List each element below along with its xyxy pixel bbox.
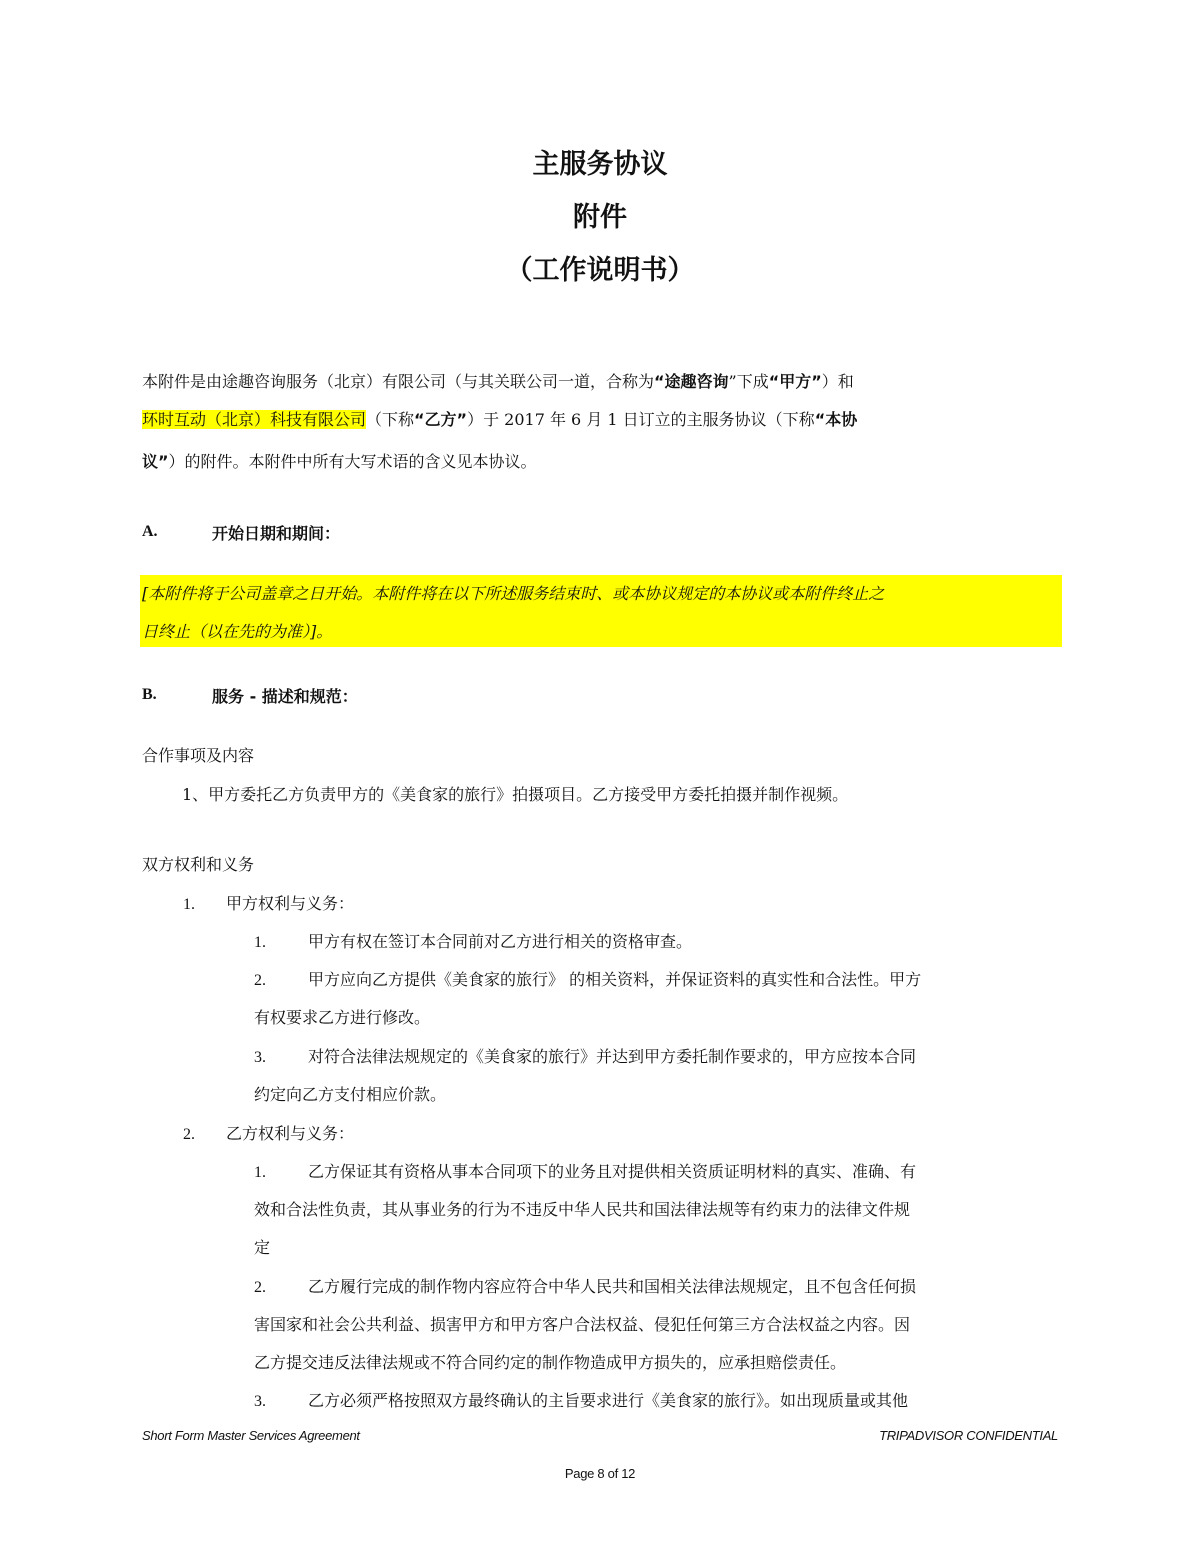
intro-line-1: 本附件是由途趣咨询服务（北京）有限公司（与其关联公司一道，合称为“途趣咨询”下成“甲方”）和 (142, 372, 854, 391)
party-a-item-2-line-1: 甲方应向乙方提供《美食家的旅行》 的相关资料，并保证资料的真实性和合法性。甲方 (308, 970, 922, 989)
party-b-name-highlight: 环时互动（北京）科技有限公司 (142, 410, 367, 429)
page-number: Page 8 of 12 (564, 1466, 636, 1481)
section-a-letter: A. (142, 523, 158, 540)
coop-heading: 合作事项及内容 (142, 746, 255, 765)
party-a-item-1-number: 1. (254, 934, 266, 951)
party-b-number: 2. (183, 1126, 195, 1143)
section-a-title: 开始日期和期间： (212, 524, 341, 543)
coop-item-1: 1、甲方委托乙方负责甲方的《美食家的旅行》拍摄项目。乙方接受甲方委托拍摄并制作视频。 (182, 785, 849, 804)
doc-subtitle: 附件 (573, 202, 627, 233)
intro-line-3: 议”）的附件。本附件中所有大写术语的含义见本协议。 (142, 452, 537, 471)
intro-line-2: 环时互动（北京）科技有限公司（下称“乙方”）于 2017 年 6 月 1 日订立的主服务协议（下称“本协 (142, 410, 858, 429)
party-a-item-3-number: 3. (254, 1049, 266, 1066)
party-a-item-3-line-2: 约定向乙方支付相应价款。 (254, 1085, 447, 1104)
party-b-item-2-line-2: 害国家和社会公共利益、损害甲方和甲方客户合法权益、侵犯任何第三方合法权益之内容。因 (254, 1315, 911, 1334)
doc-subtitle-paren: （工作说明书） (505, 255, 695, 286)
doc-title: 主服务协议 (532, 149, 668, 180)
party-a-item-2-line-2: 有权要求乙方进行修改。 (254, 1008, 431, 1027)
section-a-highlight-line-1: [本附件将于公司盖章之日开始。本附件将在以下所述服务结束时、或本协议规定的本协议或本附件终止之 (142, 584, 885, 603)
party-b-item-2-number: 2. (254, 1279, 266, 1296)
party-b-item-2-line-1: 乙方履行完成的制作物内容应符合中华人民共和国相关法律法规规定，且不包含任何损 (308, 1277, 917, 1296)
party-a-item-2-number: 2. (254, 972, 266, 989)
party-a-title: 甲方权利与义务： (226, 894, 355, 913)
party-b-item-2-line-3: 乙方提交违反法律法规或不符合同约定的制作物造成甲方损失的，应承担赔偿责任。 (254, 1353, 847, 1372)
party-b-item-1-line-3: 定 (254, 1238, 271, 1257)
section-b-letter: B. (142, 686, 157, 703)
section-b-title: 服务 - 描述和规范： (212, 687, 358, 706)
party-a-number: 1. (183, 896, 195, 913)
rights-heading: 双方权利和义务 (142, 855, 255, 874)
party-b-item-3-line-1: 乙方必须严格按照双方最终确认的主旨要求进行《美食家的旅行》。如出现质量或其他 (308, 1391, 909, 1410)
section-a-highlight-line-2: 日终止（以在先的为准）]。 (142, 622, 333, 641)
party-a-item-3-line-1: 对符合法律法规规定的《美食家的旅行》并达到甲方委托制作要求的，甲方应按本合同 (308, 1047, 917, 1066)
party-b-title: 乙方权利与义务： (226, 1124, 355, 1143)
footer-confidential: TRIPADVISOR CONFIDENTIAL (879, 1428, 1058, 1443)
party-b-item-1-line-2: 效和合法性负责，其从事业务的行为不违反中华人民共和国法律法规等有约束力的法律文件规 (254, 1200, 911, 1219)
party-b-item-1-number: 1. (254, 1164, 266, 1181)
party-b-item-3-number: 3. (254, 1393, 266, 1410)
party-b-item-1-line-1: 乙方保证其有资格从事本合同项下的业务且对提供相关资质证明材料的真实、准确、有 (308, 1162, 917, 1181)
footer-agreement-name: Short Form Master Services Agreement (142, 1428, 360, 1443)
party-a-item-1-line-1: 甲方有权在签订本合同前对乙方进行相关的资格审查。 (308, 932, 693, 951)
